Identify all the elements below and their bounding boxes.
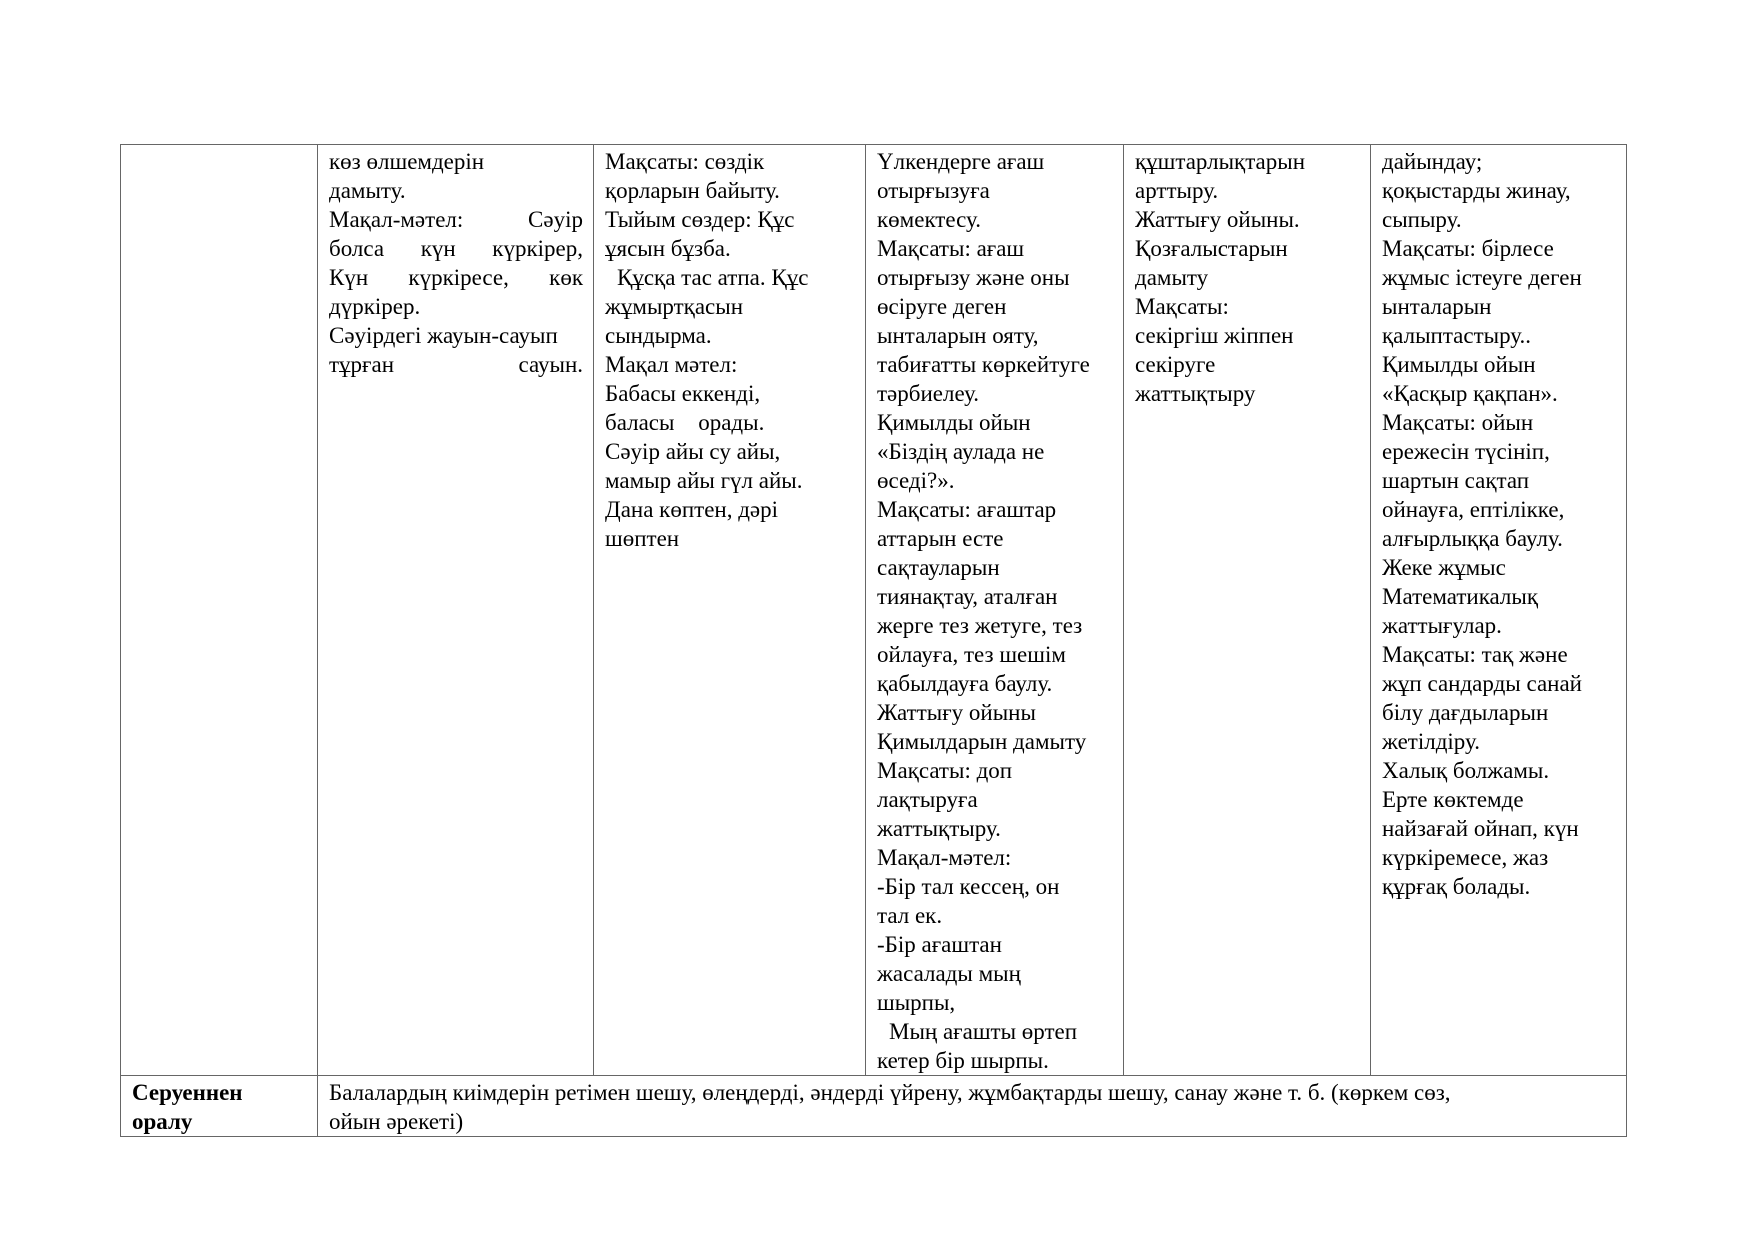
- cell-line: Қимылдарын дамыту: [877, 729, 1087, 754]
- cell-line: көмектесу.: [877, 207, 981, 232]
- cell-line: баласы орады.: [605, 410, 765, 435]
- cell-line: қоқыстарды жинау,: [1382, 178, 1571, 203]
- cell-line: Жаттығу ойыны.: [1135, 207, 1300, 232]
- section-text-cell: [318, 1076, 1627, 1137]
- cell-line: жұмыртқасын: [605, 294, 743, 319]
- cell-line: «Біздің аулада не: [877, 439, 1045, 464]
- cell-line: Тыйым сөздер: Құс: [605, 207, 795, 232]
- table-cell-col-5: [1124, 145, 1371, 1076]
- cell-line: Бабасы еккенді,: [605, 381, 761, 406]
- section-text-line: Балалардың киімдерін ретімен шешу, өлеңдерді, әндерді үйрену, жұмбақтарды шешу, санау және т. б. (көркем сөз,: [329, 1080, 1451, 1105]
- cell-line: Мақсаты: тақ және: [1382, 642, 1568, 667]
- cell-line: өсіруге деген: [877, 294, 1007, 319]
- section-label-cell: [121, 1076, 318, 1137]
- cell-line: шөптен: [605, 526, 680, 551]
- daily-plan-table: [120, 144, 1627, 1137]
- cell-line: Үлкендерге ағаш: [877, 149, 1045, 174]
- cell-line: -Бір тал кессең, он: [877, 874, 1060, 899]
- cell-line: Күн күркіресе, көк: [329, 265, 583, 290]
- cell-line: аттарын есте: [877, 526, 1004, 551]
- table-cell-col-2: [318, 145, 594, 1076]
- cell-line: ойнауға, ептілікке,: [1382, 497, 1565, 522]
- cell-line: ережесін түсініп,: [1382, 439, 1550, 464]
- cell-line: күркіремесе, жаз: [1382, 845, 1549, 870]
- cell-line: Мақсаты: ағаш: [877, 236, 1025, 261]
- cell-line: тиянақтау, аталған: [877, 584, 1058, 609]
- cell-line: жаттықтыру.: [877, 816, 1001, 841]
- cell-line: сақтауларын: [877, 555, 1000, 580]
- cell-line: Математикалық: [1382, 584, 1539, 609]
- cell-line: сыпыру.: [1382, 207, 1462, 232]
- cell-line: білу дағдыларын: [1382, 700, 1549, 725]
- cell-line: жаттығулар.: [1382, 613, 1502, 638]
- cell-line: құштарлықтарын: [1135, 149, 1306, 174]
- cell-line: тұрған сауын.: [329, 352, 583, 377]
- cell-line: ынталарын ояту,: [877, 323, 1039, 348]
- cell-line: шырпы,: [877, 990, 956, 1015]
- cell-line: Мақсаты: сөздік: [605, 149, 765, 174]
- section-label: Серуеннен: [132, 1080, 243, 1105]
- cell-line: Мақал-мәтел:: [877, 845, 1012, 870]
- cell-line: Мақсаты: бірлесе: [1382, 236, 1554, 261]
- cell-line: ойлауға, тез шешім: [877, 642, 1066, 667]
- cell-line: дайындау;: [1382, 149, 1483, 174]
- cell-line: Дана көптен, дәрі: [605, 497, 779, 522]
- cell-line: секіргіш жіппен: [1135, 323, 1294, 348]
- cell-line: ұясын бұзба.: [605, 236, 731, 261]
- cell-line: Мың ағашты өртеп: [889, 1019, 1078, 1044]
- cell-line: шартын сақтап: [1382, 468, 1530, 493]
- cell-line: өседі?».: [877, 468, 955, 493]
- cell-line: Сәуірдегі жауын-сауып: [329, 323, 558, 348]
- section-text-line: ойын әрекеті): [329, 1109, 464, 1134]
- cell-line: секіруге: [1135, 352, 1216, 377]
- cell-line: Ерте көктемде: [1382, 787, 1524, 812]
- cell-line: Мақсаты:: [1135, 294, 1229, 319]
- cell-line: Мақсаты: ағаштар: [877, 497, 1057, 522]
- section-label: оралу: [132, 1109, 193, 1134]
- cell-line: құрғақ болады.: [1382, 874, 1531, 899]
- table-row: [121, 1076, 1627, 1137]
- cell-line: алғырлыққа баулу.: [1382, 526, 1563, 551]
- cell-line: ынталарын: [1382, 294, 1492, 319]
- cell-line: Қозғалыстарын: [1135, 236, 1288, 261]
- cell-line: дамыту.: [329, 178, 406, 203]
- cell-line: Халық болжамы.: [1382, 758, 1550, 783]
- cell-line: тал ек.: [877, 903, 943, 928]
- cell-line: қабылдауға баулу.: [877, 671, 1053, 696]
- cell-line: лақтыруға: [877, 787, 978, 812]
- cell-line: Мақсаты: доп: [877, 758, 1013, 783]
- table-cell-col-4: [866, 145, 1124, 1076]
- cell-line: Сәуір айы су айы,: [605, 439, 781, 464]
- cell-line: Қимылды ойын: [1382, 352, 1536, 377]
- cell-line: дүркірер.: [329, 294, 421, 319]
- cell-line: Мақсаты: ойын: [1382, 410, 1534, 435]
- cell-line: жерге тез жетуге, тез: [877, 613, 1083, 638]
- empty-section-cell: [121, 145, 318, 1076]
- cell-line: дамыту: [1135, 265, 1209, 290]
- cell-line: Мақал-мәтел: Сәуір: [329, 207, 583, 232]
- cell-line: қорларын байыту.: [605, 178, 780, 203]
- cell-line: Қимылды ойын: [877, 410, 1031, 435]
- cell-line: арттыру.: [1135, 178, 1219, 203]
- cell-line: болса күн күркірер,: [329, 236, 583, 261]
- cell-line: Мақал мәтел:: [605, 352, 738, 377]
- table-cell-col-6: [1371, 145, 1627, 1076]
- cell-line: -Бір ағаштан: [877, 932, 1002, 957]
- cell-line: жұп сандарды санай: [1382, 671, 1582, 696]
- cell-line: табиғатты көркейтуге: [877, 352, 1090, 377]
- cell-line: Жеке жұмыс: [1382, 555, 1506, 580]
- cell-line: тәрбиелеу.: [877, 381, 980, 406]
- table-cell-col-3: [594, 145, 866, 1076]
- table-row: [121, 145, 1627, 1076]
- cell-line: жетілдіру.: [1382, 729, 1480, 754]
- cell-line: мамыр айы гүл айы.: [605, 468, 803, 493]
- cell-line: отырғызуға: [877, 178, 990, 203]
- cell-line: Жаттығу ойыны: [877, 700, 1036, 725]
- cell-line: кетер бір шырпы.: [877, 1048, 1049, 1073]
- cell-line: Құсқа тас атпа. Құс: [617, 265, 809, 290]
- cell-line: көз өлшемдерін: [329, 149, 485, 174]
- cell-line: жаттықтыру: [1135, 381, 1256, 406]
- cell-line: қалыптастыру..: [1382, 323, 1531, 348]
- cell-line: «Қасқыр қақпан».: [1382, 381, 1558, 406]
- cell-line: жұмыс істеуге деген: [1382, 265, 1582, 290]
- cell-line: сындырма.: [605, 323, 712, 348]
- cell-line: жасалады мың: [877, 961, 1021, 986]
- cell-line: отырғызу және оны: [877, 265, 1070, 290]
- cell-line: найзағай ойнап, күн: [1382, 816, 1579, 841]
